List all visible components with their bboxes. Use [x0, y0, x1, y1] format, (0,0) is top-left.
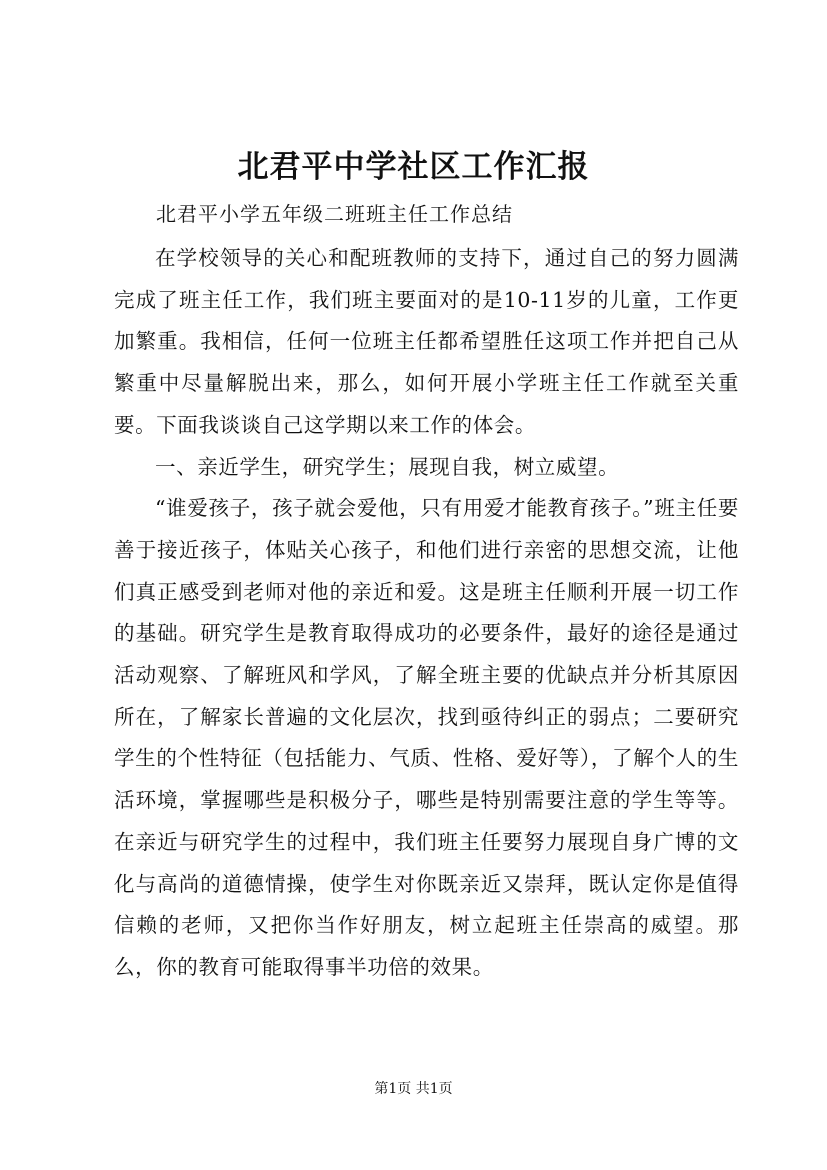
- document-body: [114, 238, 739, 989]
- page-footer: 第1页 共1页: [374, 1081, 453, 1097]
- body-paragraph-intro: 在学校领导的关心和配班教师的支持下，通过自己的努力圆满完成了班主任工作，我们班主要面对的是10-11岁的儿童，工作更加繁重。我相信，任何一位班主任都希望胜任这项工作并把自己从繁重中尽量解脱出来，那么，如何开展小学班主任工作就至关重要。下面我谈谈自己这学期以来工作的体会。: [114, 246, 739, 437]
- body-paragraph-heading: 一、亲近学生，研究学生；展现自我，树立威望。: [155, 454, 620, 479]
- document-title: 北君平中学社区工作汇报: [237, 149, 590, 185]
- document-subtitle: 北君平小学五年级二班班主任工作总结: [156, 202, 513, 226]
- body-paragraph-main: “谁爱孩子，孩子就会爱他，只有用爱才能教育孩子。”班主任要善于接近孩子，体贴关心孩子，和他们进行亲密的思想交流，让他们真正感受到老师对他的亲近和爱。这是班主任顺利开展一切工作的基础。研究学生是教育取得成功的必要条件，最好的途径是通过活动观察、了解班风和学风，了解全班主要的优缺点并分析其原因所在，了解家长普遍的文化层次，找到亟待纠正的弱点；二要研究学生的个性特征（包括能力、气质、性格、爱好等），了解个人的生活环境，掌握哪些是积极分子，哪些是特别需要注意的学生等等。在亲近与研究学生的过程中，我们班主任要努力展现自身广博的文化与高尚的道德情操，使学生对你既亲近又崇拜，既认定你是值得信赖的老师，又把你当作好朋友，树立起班主任崇高的威望。那么，你的教育可能取得事半功倍的效果。: [114, 496, 739, 979]
